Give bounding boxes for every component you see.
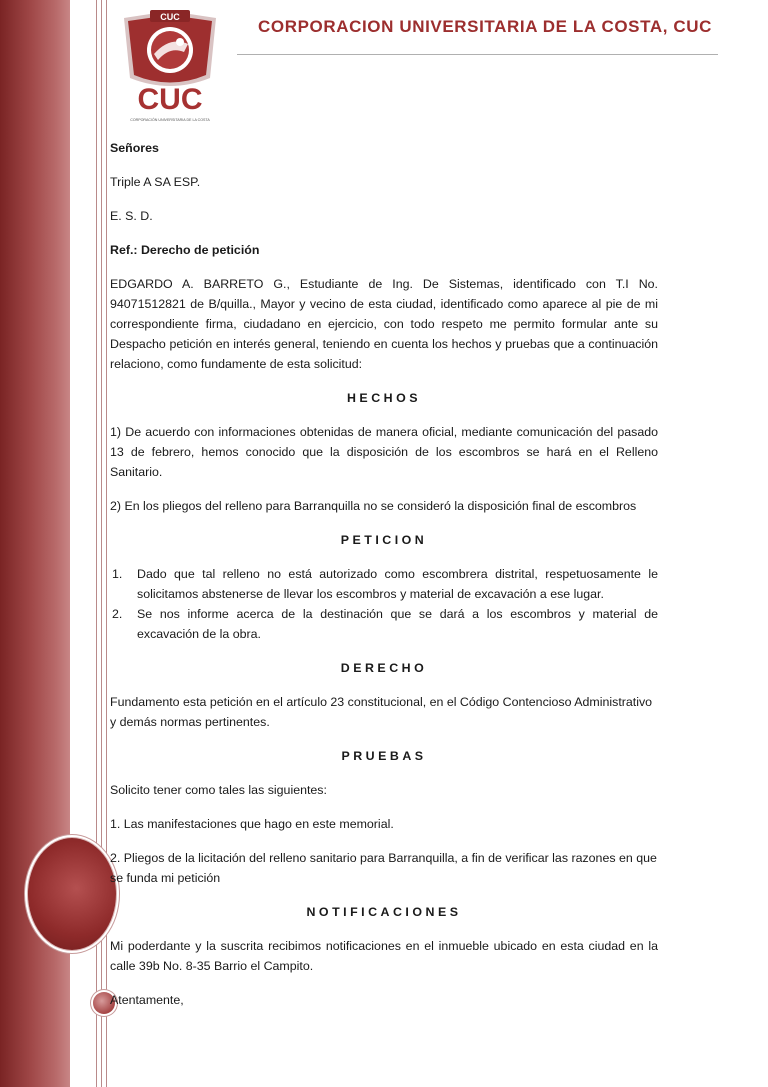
logo-main-text: CUC: [137, 83, 203, 116]
reference-line: Ref.: Derecho de petición: [110, 243, 260, 257]
salutation: Señores: [110, 141, 159, 155]
section-heading-notificaciones: NOTIFICACIONES: [306, 905, 462, 919]
section-heading-derecho: DERECHO: [340, 661, 428, 675]
notificaciones-paragraph: Mi poderdante y la suscrita recibimos notificaciones en el inmueble ubicado en esta ciudad en la calle 39b No. 8-35 Barrio el Campito.: [110, 939, 658, 973]
cuc-logo: [114, 8, 226, 126]
intro-paragraph: EDGARDO A. BARRETO G., Estudiante de Ing. De Sistemas, identificado con T.I No. 94071512821 de B/quilla., Mayor y vecino de esta ciudad, identificado como aparece al pie de mi correspondiente firma, ciudadano en ejercicio, con todo respeto me permito formular ante su Despacho petición en interés general, teniendo en cuenta los hechos y pruebas que a continuación relaciono, como fundamente de esta solicitud:: [110, 277, 658, 371]
peticion-item: [110, 604, 658, 644]
peticion-item: [110, 564, 658, 604]
peticion-list: [110, 564, 658, 644]
hechos-item-1: 1) De acuerdo con informaciones obtenidas de manera oficial, mediante comunicación del pasado 13 de febrero, hemos conocido que la disposición de los escombros se hará en el Relleno Sanitario.: [110, 425, 658, 479]
list-number: 1.: [112, 567, 123, 581]
list-number: 2.: [112, 607, 123, 621]
closing-line: Atentamente,: [110, 993, 184, 1007]
section-heading-hechos: HECHOS: [346, 391, 421, 405]
section-heading-pruebas: PRUEBAS: [341, 749, 427, 763]
letter-body: [110, 138, 658, 1024]
institution-title: CORPORACION UNIVERSITARIA DE LA COSTA, CUC: [258, 17, 712, 36]
pruebas-item-1: 1. Las manifestaciones que hago en este memorial.: [110, 817, 394, 831]
logo-subtitle: CORPORACIÓN UNIVERSITARIA DE LA COSTA: [130, 118, 210, 122]
derecho-paragraph: Fundamento esta petición en el artículo 23 constitucional, en el Código Contencioso Administrativo y demás normas pertinentes.: [110, 695, 653, 729]
list-item-text: Se nos informe acerca de la destinación que se dará a los escombros y material de excavación de la obra.: [137, 607, 658, 641]
header-divider: [237, 54, 718, 55]
pruebas-intro: Solicito tener como tales las siguientes:: [110, 783, 327, 797]
section-heading-peticion: PETICION: [340, 533, 428, 547]
esd-line: E. S. D.: [110, 209, 153, 223]
list-item-text: Dado que tal relleno no está autorizado como escombrera distrital, respetuosamente le solicitamos abstenerse de llevar los escombros y material de excavación a ese lugar.: [137, 567, 658, 601]
pruebas-item-2: 2. Pliegos de la licitación del relleno sanitario para Barranquilla, a fin de verificar las razones en que se funda mi petición: [110, 851, 657, 885]
decorative-circle: [28, 838, 116, 950]
recipient: Triple A SA ESP.: [110, 175, 201, 189]
hechos-item-2: 2) En los pliegos del relleno para Barranquilla no se consideró la disposición final de escombros: [110, 499, 637, 513]
logo-top-text: CUC: [160, 12, 180, 22]
